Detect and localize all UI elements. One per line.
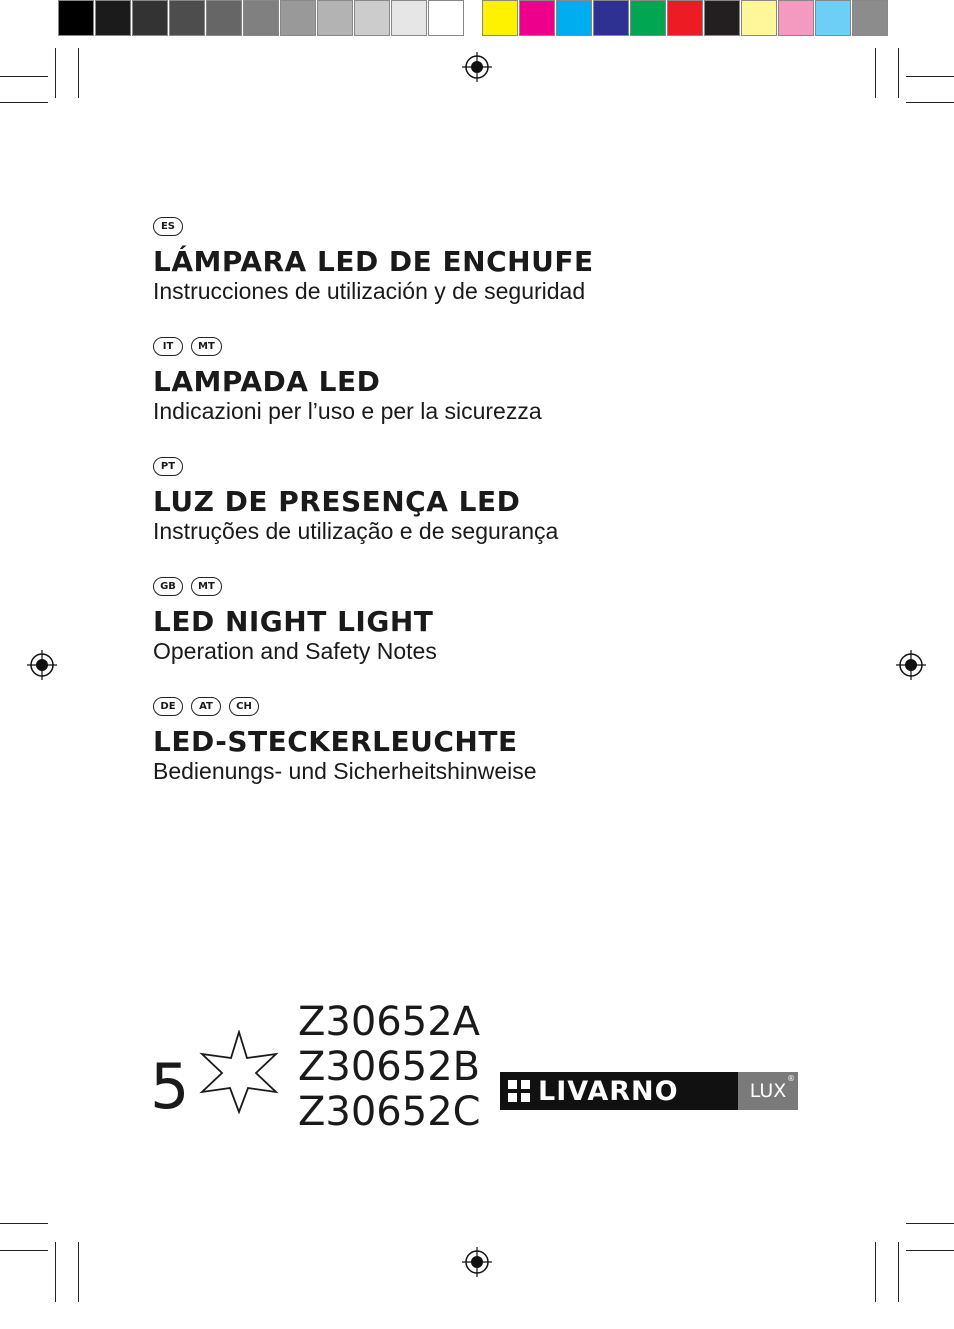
crop-mark [906, 1250, 954, 1251]
crop-mark [78, 48, 79, 98]
crop-mark [906, 102, 954, 103]
logo-main [500, 1072, 738, 1110]
crop-mark [898, 1242, 899, 1302]
color-swatch [815, 0, 851, 36]
logo-sub-text: LUX [749, 1080, 787, 1102]
crop-mark [906, 1223, 954, 1224]
livarno-lux-logo [500, 1072, 800, 1110]
gray-swatch [243, 0, 279, 36]
crop-mark [0, 76, 48, 77]
model-number: Z30652C [298, 1089, 481, 1135]
crop-mark [0, 102, 48, 103]
color-swatch [630, 0, 666, 36]
gray-swatch [169, 0, 205, 36]
color-swatch [556, 0, 592, 36]
language-badge: CH [229, 697, 259, 716]
crop-mark [78, 1242, 79, 1302]
product-title: LAMPADA LED [153, 365, 381, 398]
registration-mark-icon [462, 1247, 492, 1277]
section-es [153, 215, 853, 335]
crop-mark [875, 48, 876, 98]
language-badges [153, 335, 853, 357]
gray-swatch [132, 0, 168, 36]
product-title: LÁMPARA LED DE ENCHUFE [153, 245, 594, 278]
crop-mark [875, 1242, 876, 1302]
color-swatch [593, 0, 629, 36]
color-swatch [852, 0, 888, 36]
registration-mark-icon [896, 650, 926, 680]
product-title: LUZ DE PRESENÇA LED [153, 485, 521, 518]
section-de [153, 695, 853, 815]
color-swatch [704, 0, 740, 36]
gray-swatch [58, 0, 94, 36]
product-subtitle: Instruções de utilização e de segurança [153, 518, 559, 544]
gray-swatch [206, 0, 242, 36]
logo-brand: LIVARNO [538, 1075, 679, 1107]
language-badge: IT [153, 337, 183, 356]
language-badge: PT [153, 457, 183, 476]
language-badges [153, 215, 853, 237]
crop-mark [0, 1250, 48, 1251]
lamp-count: 5 [150, 1050, 190, 1123]
color-swatch [519, 0, 555, 36]
language-badge: GB [153, 577, 183, 596]
language-badge: MT [191, 577, 222, 596]
product-title: LED-STECKERLEUCHTE [153, 725, 518, 758]
color-swatch [482, 0, 518, 36]
crop-mark [55, 48, 56, 98]
crop-mark [55, 1242, 56, 1302]
gray-swatch [95, 0, 131, 36]
model-numbers [298, 1000, 481, 1135]
product-subtitle: Indicazioni per l’uso e per la sicurezza [153, 398, 542, 424]
gray-swatch [280, 0, 316, 36]
crop-mark [906, 76, 954, 77]
gray-swatch [317, 0, 353, 36]
language-sections [153, 215, 853, 815]
gray-swatch [428, 0, 464, 36]
model-number: Z30652A [298, 999, 481, 1045]
product-title: LED NIGHT LIGHT [153, 605, 434, 638]
logo-sub [738, 1072, 798, 1110]
registered-mark: ® [787, 1074, 795, 1083]
color-swatch [667, 0, 703, 36]
star-icon [197, 1030, 281, 1114]
language-badge: AT [191, 697, 221, 716]
section-pt [153, 455, 853, 575]
gray-swatch [391, 0, 427, 36]
process-color-bar [482, 0, 889, 38]
logo-grid-icon [508, 1080, 530, 1102]
model-number: Z30652B [298, 1044, 481, 1090]
registration-mark-icon [27, 650, 57, 680]
product-subtitle: Instrucciones de utilización y de seguridad [153, 278, 586, 304]
product-subtitle: Bedienungs- und Sicherheitshinweise [153, 758, 537, 784]
product-subtitle: Operation and Safety Notes [153, 638, 437, 664]
language-badge: DE [153, 697, 183, 716]
section-gb [153, 575, 853, 695]
language-badges [153, 695, 853, 717]
section-it [153, 335, 853, 455]
footer [150, 999, 850, 1135]
crop-mark [0, 1223, 48, 1224]
language-badges [153, 455, 853, 477]
language-badges [153, 575, 853, 597]
gray-color-bar [58, 0, 465, 38]
language-badge: ES [153, 217, 183, 236]
language-badge: MT [191, 337, 222, 356]
crop-mark [898, 48, 899, 98]
gray-swatch [354, 0, 390, 36]
color-swatch [741, 0, 777, 36]
color-swatch [778, 0, 814, 36]
registration-mark-icon [462, 52, 492, 82]
